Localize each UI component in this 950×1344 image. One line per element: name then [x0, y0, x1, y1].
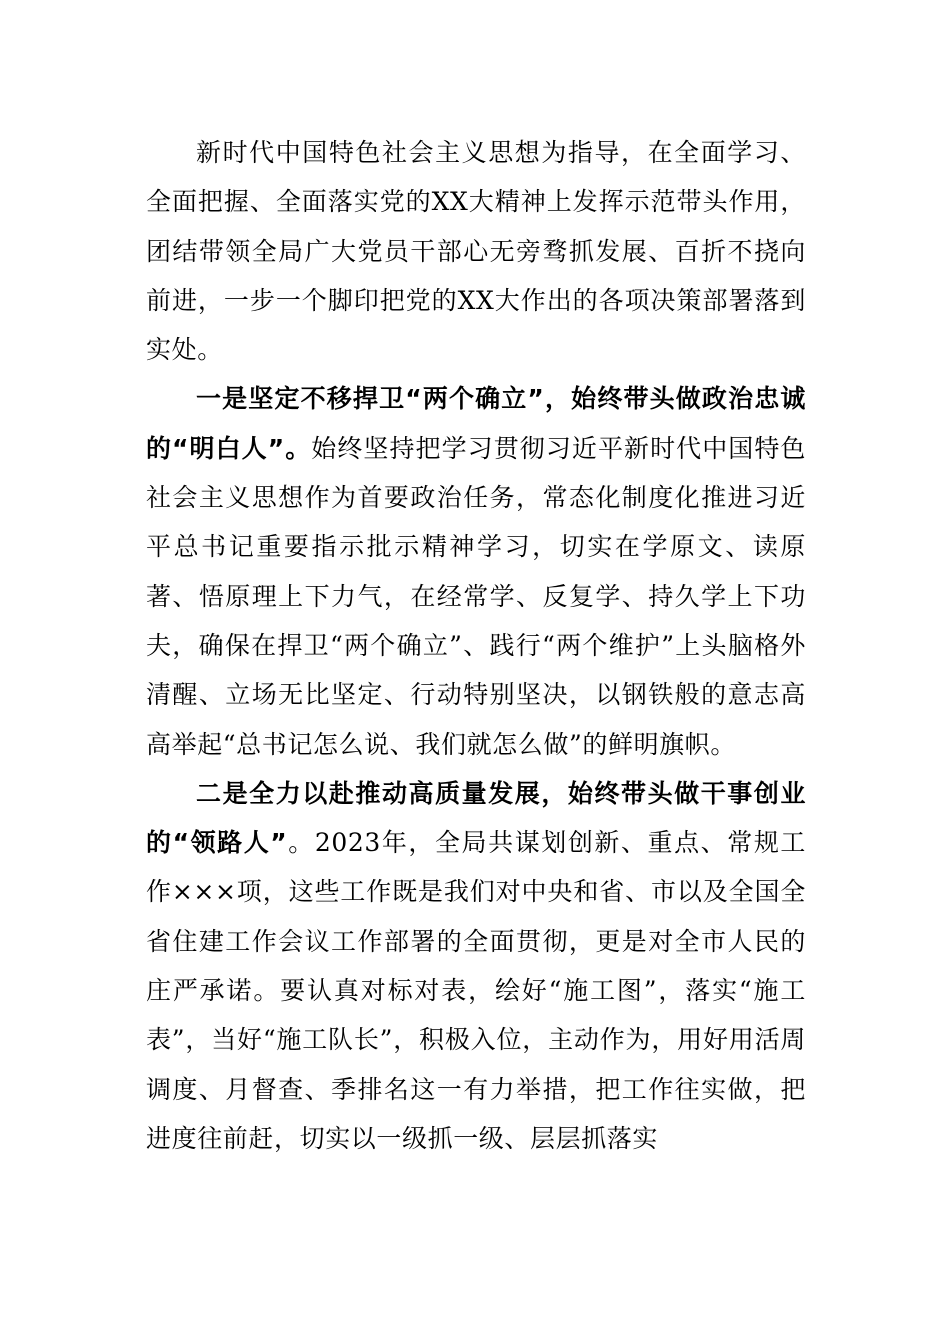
paragraph-text: 新时代中国特色社会主义思想为指导，在全面学习、全面把握、全面落实党的XX大精神上发挥示范带头作用，团结带领全局广大党员干部心无旁骛抓发展、百折不挠向前进，一步一个脚印把党的XX大作出的各项决策部署落到实处。: [146, 138, 806, 365]
paragraph-heading: 一是坚定不移捍卫“两个确立”，始终带头做政治忠诚的“明白人”。: [146, 384, 806, 463]
document-body: [146, 128, 806, 1163]
paragraph-text: 。2023年，全局共谋划创新、重点、常规工作×××项，这些工作既是我们对中央和省、市以及全国全省住建工作会议工作部署的全面贯彻，更是对全市人民的庄严承诺。要认真对标对表，绘好“施工图”，落实“施工表”，当好“施工队长”，积极入位，主动作为，用好用活周调度、月督查、季排名这一有力举措，把工作往实做，把进度往前赶，切实以一级抓一级、层层抓落实: [146, 828, 806, 1153]
paragraph-text: 始终坚持把学习贯彻习近平新时代中国特色社会主义思想作为首要政治任务，常态化制度化推进习近平总书记重要指示批示精神学习，切实在学原文、读原著、悟原理上下力气，在经常学、反复学、持久学上下功夫，确保在捍卫“两个确立”、践行“两个维护”上头脑格外清醒、立场无比坚定、行动特别坚决，以钢铁般的意志高高举起“总书记怎么说、我们就怎么做”的鲜明旗帜。: [146, 433, 807, 759]
paragraph-heading: 二是全力以赴推动高质量发展，始终带头做干事创业的“领路人”: [146, 778, 806, 858]
paragraph-intro: [146, 128, 806, 374]
paragraph-point-one: [146, 374, 806, 768]
paragraph-point-two: [146, 769, 806, 1163]
